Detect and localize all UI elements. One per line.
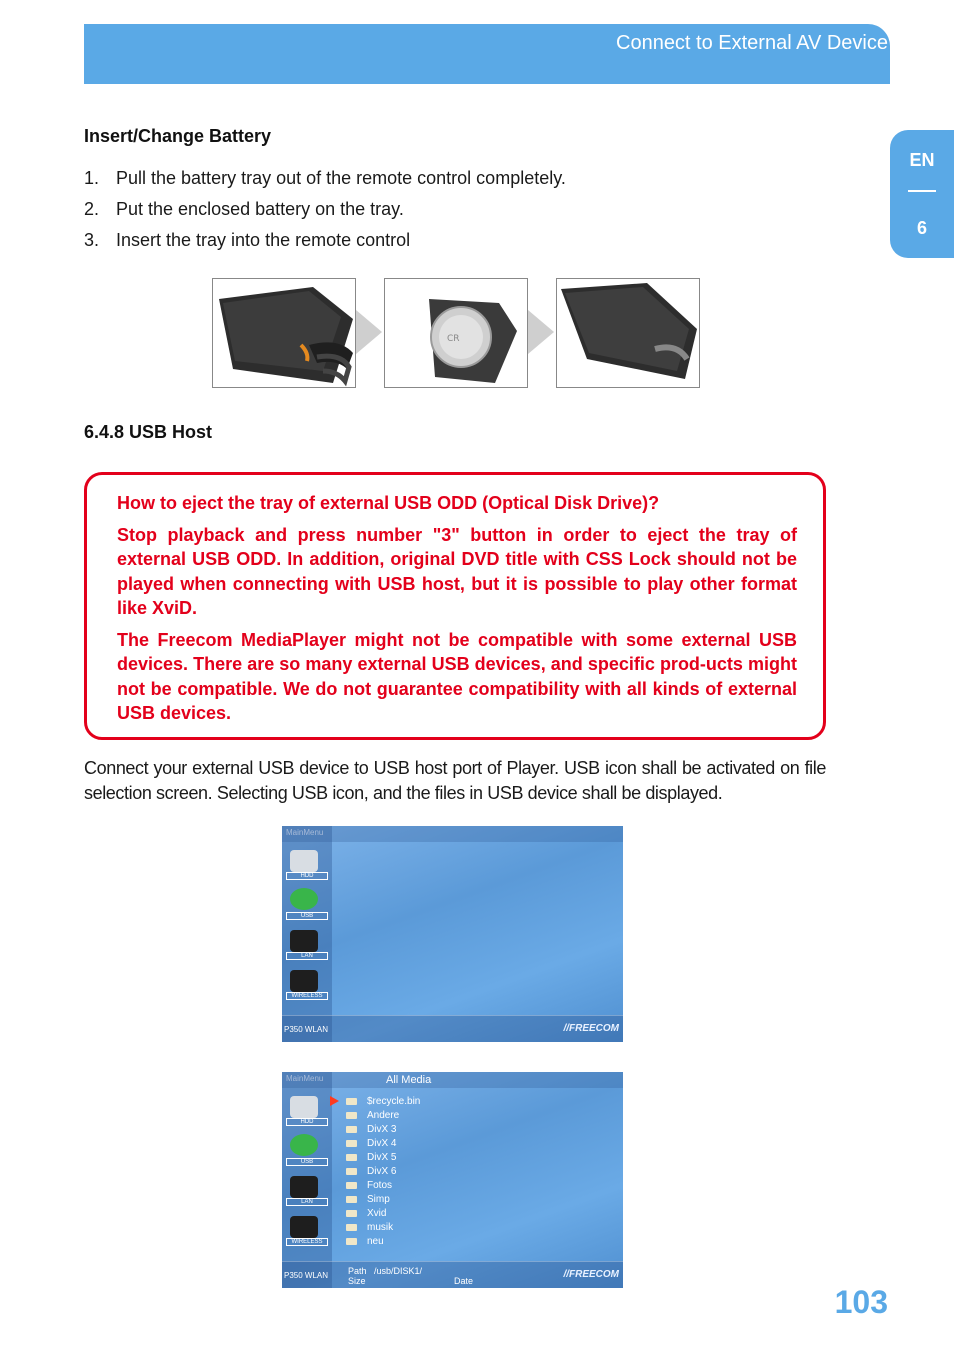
warning-answer: Stop playback and press number "3" button in order to eject the tray of external USB ODD. In addition, original DVD title with CSS Lock should not be played when connecting with USB host, but it is possible to play other format like XviD. bbox=[117, 524, 797, 618]
battery-photo-strip bbox=[210, 278, 700, 388]
menu-label: MainMenu bbox=[286, 1074, 324, 1083]
chapter-number: 6 bbox=[916, 218, 927, 238]
file-name: DivX 4 bbox=[367, 1137, 397, 1149]
device-label: USB bbox=[286, 912, 328, 920]
date-label: Date bbox=[454, 1276, 474, 1286]
folder-icon bbox=[346, 1168, 357, 1175]
folder-icon bbox=[346, 1182, 357, 1189]
size-label: Size bbox=[348, 1276, 366, 1286]
device-label: USB bbox=[286, 1158, 328, 1166]
folder-icon bbox=[346, 1154, 357, 1161]
list-item[interactable] bbox=[346, 1207, 420, 1221]
device-label: LAN bbox=[286, 952, 328, 960]
list-item bbox=[84, 197, 566, 228]
hdd-icon bbox=[290, 1096, 318, 1118]
device-label: LAN bbox=[286, 1198, 328, 1206]
folder-icon bbox=[346, 1210, 357, 1217]
wireless-icon bbox=[290, 970, 318, 992]
folder-icon bbox=[346, 1224, 357, 1231]
path-row bbox=[348, 1266, 422, 1276]
step-arrow-icon bbox=[356, 310, 382, 354]
step-text: Put the enclosed battery on the tray. bbox=[116, 199, 404, 219]
file-name: Andere bbox=[367, 1109, 400, 1121]
usb-instructions: Connect your external USB device to USB host port of Player. USB icon shall be activated on file selection screen. Selecting USB icon, and the files in USB device shall be displayed. bbox=[84, 758, 826, 803]
battery-on-tray-photo bbox=[384, 278, 528, 388]
list-item bbox=[84, 228, 566, 259]
device-label: HDD bbox=[286, 872, 328, 880]
chapter-tab bbox=[890, 130, 954, 258]
brand-logo: //FREECOM bbox=[563, 1269, 619, 1280]
list-item[interactable] bbox=[346, 1235, 420, 1249]
usb-file-list-screenshot bbox=[282, 1072, 623, 1288]
folder-icon bbox=[346, 1098, 357, 1105]
step-number: 2. bbox=[84, 199, 100, 219]
path-value: /usb/DISK1/ bbox=[374, 1266, 423, 1276]
folder-icon bbox=[346, 1196, 357, 1203]
screen-title: All Media bbox=[386, 1074, 432, 1086]
hdd-icon bbox=[290, 850, 318, 872]
warning-compatibility: The Freecom MediaPlayer might not be compatible with some external USB devices. There are so many external USB devices, and specific prod-ucts might not be compatible. We do not guarantee compatibility with all kinds of external USB devices. bbox=[117, 629, 797, 723]
list-item[interactable] bbox=[346, 1221, 420, 1235]
list-item[interactable] bbox=[346, 1094, 420, 1108]
svg-text:CR: CR bbox=[447, 334, 460, 344]
folder-icon bbox=[346, 1112, 357, 1119]
step-text: Insert the tray into the remote control bbox=[116, 230, 411, 250]
page-number: 103 bbox=[834, 1284, 888, 1320]
folder-icon bbox=[346, 1238, 357, 1245]
language-label: EN bbox=[909, 150, 935, 170]
file-name: Fotos bbox=[367, 1180, 393, 1192]
battery-steps bbox=[84, 166, 566, 259]
file-name: DivX 6 bbox=[367, 1166, 397, 1178]
lan-icon bbox=[290, 930, 318, 952]
list-item[interactable] bbox=[346, 1136, 420, 1150]
usb-icon bbox=[290, 888, 318, 910]
file-name: DivX 3 bbox=[367, 1123, 397, 1135]
remote-photo-tray-out bbox=[212, 278, 356, 388]
list-item[interactable] bbox=[346, 1108, 420, 1122]
model-label: P350 WLAN bbox=[284, 1271, 329, 1280]
file-list bbox=[346, 1094, 420, 1249]
tab-divider bbox=[908, 190, 936, 192]
screen-topbar bbox=[282, 826, 623, 842]
device-label: WIRELESS bbox=[286, 992, 328, 1000]
file-name: musik bbox=[367, 1222, 394, 1234]
selection-arrow-icon bbox=[330, 1096, 339, 1106]
step-number: 1. bbox=[84, 168, 100, 188]
device-label: HDD bbox=[286, 1118, 328, 1126]
brand-logo: //FREECOM bbox=[563, 1023, 619, 1034]
lan-icon bbox=[290, 1176, 318, 1198]
usb-heading: 6.4.8 USB Host bbox=[84, 422, 213, 442]
file-name: Simp bbox=[367, 1194, 390, 1206]
step-text: Pull the battery tray out of the remote control completely. bbox=[116, 168, 566, 188]
folder-icon bbox=[346, 1140, 357, 1147]
list-item bbox=[84, 166, 566, 197]
main-menu-screenshot bbox=[282, 826, 623, 1042]
battery-heading: Insert/Change Battery bbox=[84, 126, 272, 146]
model-label: P350 WLAN bbox=[284, 1025, 329, 1034]
warning-box bbox=[84, 472, 826, 740]
list-item[interactable] bbox=[346, 1179, 420, 1193]
file-name: neu bbox=[367, 1236, 384, 1248]
warning-question: How to eject the tray of external USB ODD (Optical Disk Drive)? bbox=[117, 493, 660, 513]
wireless-icon bbox=[290, 1216, 318, 1238]
step-number: 3. bbox=[84, 230, 100, 250]
file-name: DivX 5 bbox=[367, 1151, 397, 1163]
header-title: Connect to External AV Device bbox=[616, 32, 888, 54]
list-item[interactable] bbox=[346, 1164, 420, 1178]
folder-icon bbox=[346, 1126, 357, 1133]
screen-topbar bbox=[282, 1072, 623, 1088]
list-item[interactable] bbox=[346, 1122, 420, 1136]
list-item[interactable] bbox=[346, 1193, 420, 1207]
menu-label: MainMenu bbox=[286, 828, 324, 837]
remote-photo-tray-in bbox=[556, 278, 700, 388]
file-name: Xvid bbox=[367, 1208, 387, 1220]
usb-icon bbox=[290, 1134, 318, 1156]
list-item[interactable] bbox=[346, 1150, 420, 1164]
path-label: Path bbox=[348, 1266, 367, 1276]
step-arrow-icon bbox=[528, 310, 554, 354]
file-name: $recycle.bin bbox=[367, 1095, 421, 1107]
device-label: WIRELESS bbox=[286, 1238, 328, 1246]
